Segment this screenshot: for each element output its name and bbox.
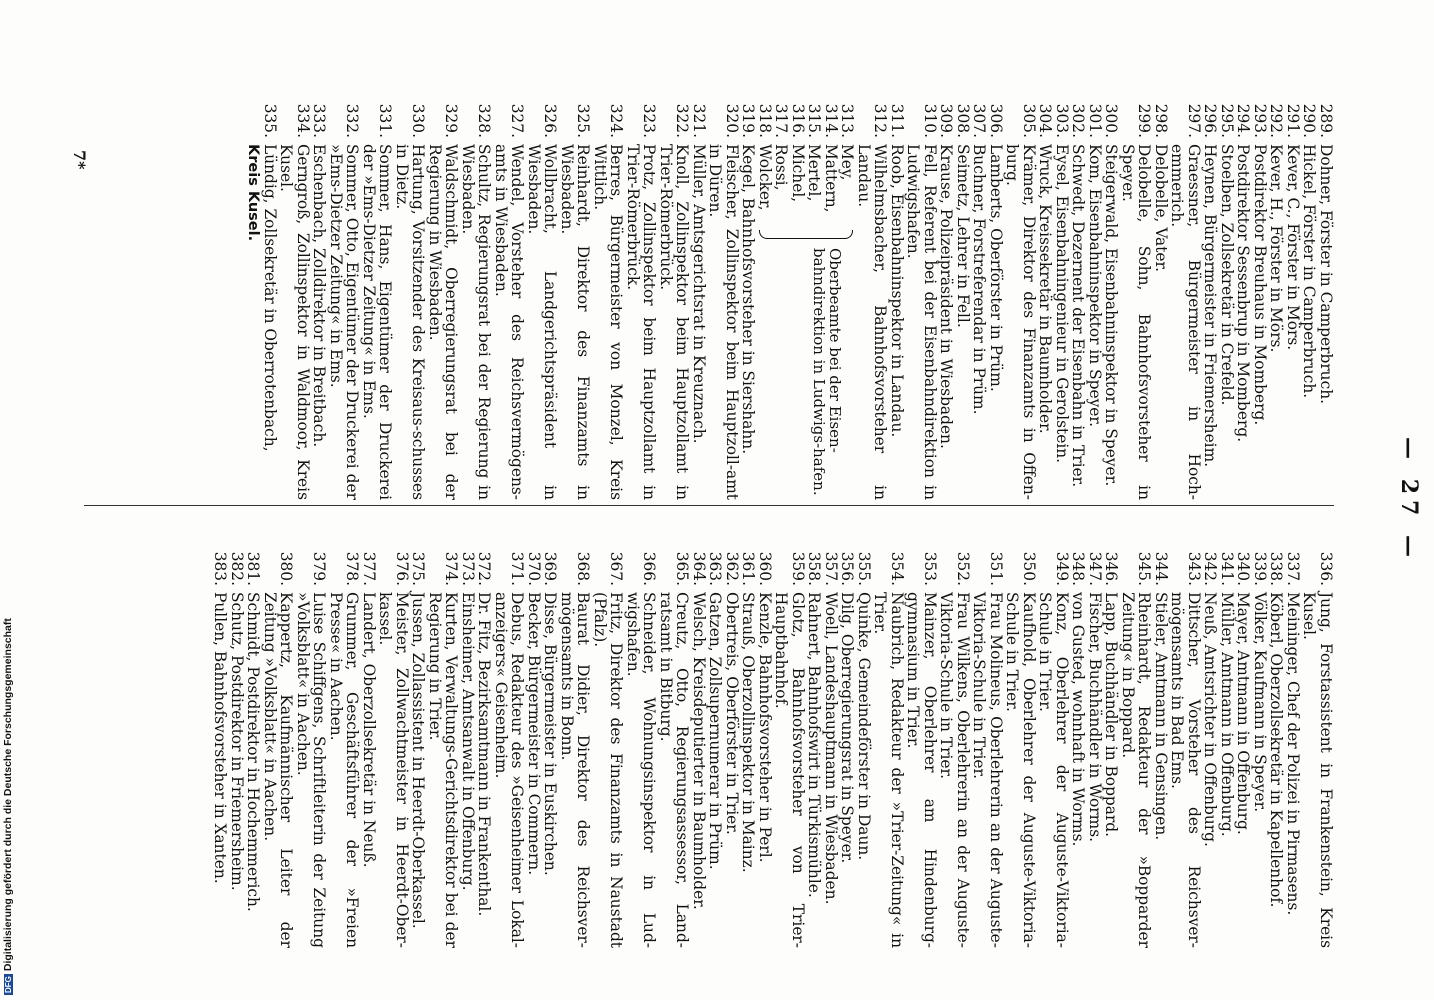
list-entry xyxy=(938,100,955,500)
entry-text: Pullen, Bahnhofsvorsteher in Xanten. xyxy=(211,592,230,884)
list-entry xyxy=(773,548,806,948)
entry-number: 308. xyxy=(954,103,972,138)
entry-text: Wilhelmsbacher, Bahnhofsvorsteher in Landau. xyxy=(855,144,890,500)
list-entry xyxy=(1103,548,1120,948)
entry-number: 371. xyxy=(508,551,527,586)
entry-text: Postdirektor Sessenbrup in Momberg. xyxy=(1234,144,1253,443)
list-entry xyxy=(526,548,543,948)
entry-number: 328. xyxy=(475,103,494,138)
entry-text: Dittscher, Vorsteher des Reichsver-mögensamts in Bad Ems. xyxy=(1168,592,1203,948)
entry-text: Rahnert, Bahnhofswirt in Türkismühle. xyxy=(805,592,824,898)
entry-text: Fell, Referent bei der Eisenbahndirektion in Ludwigshafen. xyxy=(904,144,939,500)
list-entry xyxy=(757,548,774,948)
page-number: — 27 — xyxy=(1396,437,1422,563)
entry-number: 293. xyxy=(1251,103,1269,138)
left-entry-list xyxy=(856,100,1335,500)
entry-text: Welsch, Kreisdeputierter in Baumholder. xyxy=(690,592,708,910)
entry-number: 343. xyxy=(1185,551,1203,586)
column-divider xyxy=(84,505,1334,506)
entry-text: Rheinhardt, Redakteur der »Bopparder Zeitung« in Boppard. xyxy=(1119,592,1154,948)
entry-number: 292. xyxy=(1267,103,1286,138)
list-entry xyxy=(1153,548,1170,948)
list-entry xyxy=(740,548,757,948)
entry-text: Jung, Forstassistent in Frankenstein, Kreis Kusel. xyxy=(1300,592,1335,948)
list-entry xyxy=(559,100,592,500)
list-entry xyxy=(1202,100,1219,500)
list-entry xyxy=(905,548,938,948)
entry-text: Heynen, Bürgermeister in Friemersheim. xyxy=(1201,144,1220,468)
curly-brace xyxy=(760,230,854,239)
list-entry xyxy=(1318,100,1335,500)
entry-text: Frau Wilkens, Oberlehrerin an der Auguste-Viktoria-Schule in Trier. xyxy=(937,592,972,948)
right-column xyxy=(212,548,1334,948)
list-entry xyxy=(1087,548,1104,948)
right-entry-list xyxy=(212,548,1334,948)
entry-text: Sommer, Otto, Eigentümer der Druckerei der »Ems-Dietzer Zeitung« in Ems. xyxy=(327,144,362,500)
entry-text: Glotz, Bahnhofsvorsteher von Trier-Hauptbahnhof. xyxy=(772,592,807,948)
entry-number: 338. xyxy=(1267,551,1286,586)
entry-number: 303. xyxy=(1053,103,1071,138)
entry-number: 324. xyxy=(607,103,626,138)
list-entry xyxy=(856,100,889,500)
entry-number: 329. xyxy=(442,103,461,138)
list-entry xyxy=(757,100,774,500)
entry-number: 380. xyxy=(277,551,296,586)
entry-number: 377. xyxy=(360,551,378,586)
list-entry xyxy=(361,100,394,500)
entry-text: Naubrich, Redakteur der »Trier-Zeitung« in Trier. xyxy=(871,592,906,948)
entry-text: Strauß, Oberzollinspektor in Mainz. xyxy=(739,592,758,873)
entry-text: Disse, Bürgermeister in Euskirchen. xyxy=(541,592,560,876)
list-entry xyxy=(691,100,708,500)
entry-number: 294. xyxy=(1234,103,1253,138)
entry-text: Kappertz, Kaufmännischer Leiter der Zeitung »Volksblatt« in Aachen. xyxy=(261,592,296,948)
entry-number: 356. xyxy=(838,551,857,586)
list-entry xyxy=(1120,548,1153,948)
entry-text: Neuß, Amtsrichter in Offenburg. xyxy=(1201,592,1220,847)
credit-text: Digitalisierung gefördert durch die Deutsche Forschungsgemeinschaft xyxy=(2,618,14,972)
list-entry xyxy=(394,100,427,500)
entry-text: Kenzle, Bahnhofsvorsteher in Perl. xyxy=(756,592,774,863)
list-entry xyxy=(707,100,740,500)
entry-number: 295. xyxy=(1218,103,1236,138)
list-entry xyxy=(1252,548,1269,948)
entry-number: 314. xyxy=(822,103,840,138)
list-entry xyxy=(427,548,460,948)
entry-number: 322. xyxy=(673,103,692,138)
entry-number: 350. xyxy=(1020,551,1038,586)
list-entry xyxy=(658,548,691,948)
list-entry xyxy=(361,548,378,948)
list-entry xyxy=(427,100,460,500)
list-entry xyxy=(311,100,328,500)
left-column xyxy=(245,100,1334,500)
entry-number: 336. xyxy=(1317,551,1335,586)
entry-text: Gatzen, Zollsupernumerar in Prüm. xyxy=(706,592,725,870)
entry-number: 344. xyxy=(1152,551,1170,586)
list-entry xyxy=(328,100,361,500)
entry-text: Fritz, Direktor des Finanzamts in Naustadt (Pfalz). xyxy=(591,592,626,948)
entry-text: Steigerwald, Eisenbahninspektor in Speyer. xyxy=(1102,144,1121,487)
entry-text: Graessner, Bürgermeister in Hoch-emmerich. xyxy=(1168,144,1203,500)
entry-number: 333. xyxy=(310,103,329,138)
entry-number: 331. xyxy=(376,103,395,138)
entry-text: Frau Molineus, Oberlehrerin an der Auguste-Viktoria-Schule in Trier. xyxy=(970,592,1005,948)
list-entry xyxy=(1153,100,1170,500)
entry-number: 313. xyxy=(838,103,857,138)
left-entry-list-2 xyxy=(262,100,757,500)
entry-text: Mainzer, Oberlehrer am Hindenburg-gymnasium in Trier. xyxy=(904,592,939,948)
entry-number: 349. xyxy=(1053,551,1071,586)
entry-text: Dilg, Oberregierungsrat in Speyer. xyxy=(838,592,857,864)
signature-mark: 7* xyxy=(70,150,89,170)
entry-text: Creutz, Otto, Regierungsassessor, Land-ratsamt in Bitburg. xyxy=(657,592,692,948)
entry-text: Schwedt, Dezernent der Eisenbahn in Trier. xyxy=(1069,144,1088,488)
entry-text: Grummer, Geschäftsführer der »Freien Presse« in Aachen. xyxy=(327,592,362,948)
entry-text: Stieler, Amtmann in Gensingen. xyxy=(1152,592,1170,841)
entry-text: Sommer, Hans, Eigentümer der Druckerei der »Ems-Dietzer Zeitung« in Ems. xyxy=(360,144,395,500)
entry-number: 352. xyxy=(954,551,972,586)
entry-number: 365. xyxy=(673,551,692,586)
entry-text: Eysel, Eisenbahningenieur in Gerolstein. xyxy=(1053,144,1071,464)
entry-number: 319. xyxy=(739,103,758,138)
entry-number: 315. xyxy=(805,103,824,138)
list-entry xyxy=(460,548,477,948)
list-entry xyxy=(1037,548,1070,948)
entry-text: Krämer, Direktor des Finanzamts in Offen-burg. xyxy=(1003,144,1038,500)
list-entry xyxy=(1070,548,1087,948)
entry-number: 378. xyxy=(343,551,362,586)
entry-text: Stoelben, Zollsekretär in Crefeld. xyxy=(1218,144,1236,406)
entry-number: 351. xyxy=(987,551,1005,586)
list-entry xyxy=(1252,100,1269,500)
list-entry xyxy=(1120,100,1153,500)
entry-text: Mayer, Amtmann in Offenburg. xyxy=(1234,592,1253,835)
entry-text: Buchner, Forstreferendar in Prüm. xyxy=(970,144,989,415)
entry-text: Rossi, xyxy=(772,144,791,191)
entry-text: Roob, Eisenbahninspektor in Landau. xyxy=(888,144,906,438)
entry-number: 360. xyxy=(756,551,774,586)
entry-number: 307. xyxy=(970,103,989,138)
list-entry xyxy=(790,100,807,500)
entry-text: Völker, Kaufmann in Speyer. xyxy=(1251,592,1269,813)
entry-text: Köberl, Oberzollsekretär in Kapellenhof. xyxy=(1267,592,1286,908)
entry-number: 332. xyxy=(343,103,362,138)
list-entry xyxy=(328,548,361,948)
entry-number: 318. xyxy=(756,103,774,138)
entry-number: 369. xyxy=(541,551,560,586)
list-entry xyxy=(262,100,279,500)
entry-text: Wendel, Vorsteher des Reichsvermögens-amts in Wiesbaden. xyxy=(492,144,527,500)
entry-text: Lündig, Zollsekretär in Oberrotenbach, xyxy=(261,144,279,452)
list-entry xyxy=(1268,548,1285,948)
entry-text: Kever, C., Förster in Mörs. xyxy=(1284,144,1302,351)
entry-number: 345. xyxy=(1135,551,1154,586)
list-entry xyxy=(592,548,625,948)
entry-text: Kegel, Bahnhofsvorsteher in Siershahn. xyxy=(739,144,758,455)
entry-number: 376. xyxy=(393,551,411,586)
list-entry xyxy=(592,100,625,500)
entry-text: Berres, Bürgermeister von Monzel, Kreis Wittlich. xyxy=(591,144,626,500)
entry-number: 381. xyxy=(244,551,263,586)
entry-number: 296. xyxy=(1201,103,1220,138)
entry-text: Wolcker, xyxy=(756,144,774,211)
entry-number: 305. xyxy=(1020,103,1038,138)
list-entry xyxy=(971,548,1004,948)
entry-number: 340. xyxy=(1234,551,1253,586)
entry-text: Debus, Redakteur des »Geisenheimer Lokal-anzeigers« Geisenheim. xyxy=(492,592,527,948)
list-entry xyxy=(740,100,757,500)
list-entry xyxy=(377,548,410,948)
entry-text: Konz, Oberlehrer der Auguste-Viktoria-Schule in Trier. xyxy=(1036,592,1071,948)
entry-number: 347. xyxy=(1086,551,1104,586)
entry-number: 361. xyxy=(739,551,758,586)
entry-text: Seimetz, Lehrer in Fell. xyxy=(954,144,972,328)
entry-text: Wollbracht, Landgerichtspräsident in Wiesbaden. xyxy=(525,144,560,500)
list-entry xyxy=(691,548,708,948)
entry-number: 382. xyxy=(228,551,246,586)
entry-text: von Gusted, wohnhaft in Worms. xyxy=(1069,592,1088,847)
entry-number: 367. xyxy=(607,551,626,586)
list-entry xyxy=(955,100,972,500)
entry-text: Jussen, Zollassistent in Heerdt-Oberkassel. xyxy=(409,592,428,929)
entry-number: 353. xyxy=(921,551,939,586)
entry-number: 372. xyxy=(475,551,494,586)
list-entry xyxy=(658,100,691,500)
list-entry xyxy=(1087,100,1104,500)
entry-number: 366. xyxy=(640,551,659,586)
entry-number: 383. xyxy=(211,551,230,586)
entry-number: 346. xyxy=(1102,551,1121,586)
entry-text: Obertreis, Oberförster in Trier. xyxy=(723,592,741,835)
list-entry xyxy=(526,100,559,500)
entry-number: 289. xyxy=(1317,103,1335,138)
entry-text: Schultz, Regierungsrat bei der Regierung in Wiesbaden. xyxy=(459,144,494,500)
list-entry xyxy=(476,548,493,948)
list-entry xyxy=(1169,548,1202,948)
entry-text: Schneider, Wohnungsinspektor in Lud-wigshafen. xyxy=(624,592,659,948)
entry-number: 375. xyxy=(409,551,428,586)
entry-number: 354. xyxy=(888,551,906,586)
entry-number: 379. xyxy=(310,551,329,586)
entry-text: Gerngroß, Zollinspektor in Waldmoor, Kreis Kusel. xyxy=(277,144,312,500)
list-entry xyxy=(707,548,724,948)
list-entry xyxy=(559,548,592,948)
entry-number: 301. xyxy=(1086,103,1104,138)
list-entry xyxy=(724,548,741,948)
list-entry xyxy=(295,548,328,948)
entry-text: Eschenbach, Zolldirektor in Breitbach. xyxy=(310,144,329,448)
list-entry xyxy=(625,100,658,500)
entry-text: Fleischer, Zollinspektor beim Hauptzoll-amt in Düren. xyxy=(706,144,741,500)
entry-number: 321. xyxy=(690,103,708,138)
entry-text: Lapp, Buchhändler in Boppard. xyxy=(1102,592,1121,838)
entry-text: Becker, Bürgermeister in Commern. xyxy=(525,592,543,876)
list-entry xyxy=(905,100,938,500)
list-entry xyxy=(245,548,262,948)
entry-number: 299. xyxy=(1135,103,1154,138)
entry-text: Müller, Amtsgerichtsrat in Kreuznach. xyxy=(690,144,708,444)
entry-text: Schutz, Postdirektor in Friemersheim. xyxy=(228,592,246,891)
list-entry xyxy=(872,548,905,948)
list-entry xyxy=(1219,100,1236,500)
list-entry xyxy=(1301,548,1334,948)
entry-number: 373. xyxy=(459,551,477,586)
entry-number: 325. xyxy=(574,103,593,138)
list-entry xyxy=(493,548,526,948)
list-entry xyxy=(806,548,823,948)
group-note: Oberbeamte bei der Eisen-bahndirektion in Ludwigs-hafen. xyxy=(810,248,845,496)
entry-number: 370. xyxy=(525,551,543,586)
entry-number: 364. xyxy=(690,551,708,586)
entry-text: Quinke, Gemeindeförster in Daun. xyxy=(855,592,873,861)
entry-number: 342. xyxy=(1201,551,1220,586)
entry-number: 312. xyxy=(871,103,890,138)
list-entry xyxy=(229,548,246,948)
entry-text: Delobelle, Sohn, Bahnhofsvorsteher in Speyer. xyxy=(1119,144,1154,500)
list-entry xyxy=(1004,100,1037,500)
list-entry xyxy=(1202,548,1219,948)
entry-number: 330. xyxy=(409,103,428,138)
list-entry xyxy=(278,100,311,500)
entry-text: Meininger, Chef der Polizei in Pirmasens. xyxy=(1284,592,1302,916)
entry-number: 355. xyxy=(855,551,873,586)
entry-text: Wruck, Kreissekretär in Baumholder. xyxy=(1036,144,1055,434)
list-entry xyxy=(1235,548,1252,948)
list-entry xyxy=(410,548,427,948)
entry-number: 341. xyxy=(1218,551,1236,586)
entry-number: 320. xyxy=(723,103,741,138)
list-entry xyxy=(1301,100,1318,500)
entry-text: Mey, xyxy=(838,144,857,181)
entry-number: 374. xyxy=(442,551,461,586)
entry-text: Protz, Zollinspektor beim Hauptzollamt in Trier-Römerbrück. xyxy=(624,144,659,500)
list-entry xyxy=(1285,100,1302,500)
entry-number: 335. xyxy=(261,103,279,138)
entry-text: Landert, Oberzollsekretär in Neuß. xyxy=(360,592,378,868)
entry-text: Schmidt, Postdirektor in Hochemmerich. xyxy=(244,592,263,912)
entry-number: 306. xyxy=(987,103,1005,138)
entry-text: Müller, Amtmann in Offenburg. xyxy=(1218,592,1236,837)
entry-number: 300. xyxy=(1102,103,1121,138)
list-entry xyxy=(839,548,856,948)
entry-number: 302. xyxy=(1069,103,1088,138)
entry-number: 358. xyxy=(805,551,824,586)
entry-number: 316. xyxy=(789,103,807,138)
list-entry xyxy=(773,100,790,500)
grouped-entries xyxy=(757,100,856,500)
entry-number: 298. xyxy=(1152,103,1170,138)
entry-text: Mattern, xyxy=(822,144,840,213)
kreis-heading: Kreis Kusel. xyxy=(245,144,262,242)
entry-text: Krause, Polizeipräsident in Wiesbaden. xyxy=(937,144,956,449)
entry-number: 323. xyxy=(640,103,659,138)
entry-text: Postdirektor Breuhaus in Momberg. xyxy=(1251,144,1269,426)
list-entry xyxy=(212,548,229,948)
list-entry xyxy=(889,100,906,500)
entry-text: Luise Schiffgens, Schriftleiterin der Zeitung »Volksblatt« in Aachen. xyxy=(294,592,329,948)
list-entry xyxy=(1004,548,1037,948)
list-entry xyxy=(1169,100,1202,500)
list-entry xyxy=(493,100,526,500)
entry-number: 368. xyxy=(574,551,593,586)
entry-text: Kom, Eisenbahninspektor in Speyer. xyxy=(1086,144,1104,427)
entry-text: Kever, H., Förster in Mörs. xyxy=(1267,144,1286,353)
entry-number: 363. xyxy=(706,551,725,586)
entry-text: Meister, Zollwachtmeister in Heerdt-Ober-kassel. xyxy=(376,592,411,948)
entry-number: 337. xyxy=(1284,551,1302,586)
dfg-logo: DFG xyxy=(4,976,13,993)
entry-text: Hartung, Vorsitzender des Kreisaus-schusses in Dietz. xyxy=(393,144,428,500)
entry-text: Waldschmidt, Oberregierungsrat bei der Regierung in Wiesbaden. xyxy=(426,144,461,500)
list-entry xyxy=(262,548,295,948)
entry-text: Dohner, Förster in Camperbruch. xyxy=(1317,144,1335,405)
entry-number: 334. xyxy=(294,103,312,138)
list-entry xyxy=(542,548,559,948)
entry-number: 304. xyxy=(1036,103,1055,138)
entry-text: Einsheimer, Amtsanwalt in Offenburg. xyxy=(459,592,477,891)
entry-text: Kurten, Verwaltungs-Gerichtsdirektor bei der Regierung in Trier. xyxy=(426,592,461,948)
entry-number: 327. xyxy=(508,103,527,138)
list-entry xyxy=(1268,100,1285,500)
entry-number: 310. xyxy=(921,103,939,138)
entry-text: Mertel, xyxy=(805,144,824,202)
entry-text: Dr. Fitz, Bezirksamtmann in Frankenthal. xyxy=(475,592,494,917)
entry-number: 309. xyxy=(937,103,956,138)
list-entry xyxy=(1103,100,1120,500)
entry-text: Baurat Didier, Direktor des Reichsver-mögensamts in Bonn. xyxy=(558,592,593,948)
list-entry xyxy=(823,548,840,948)
entry-text: Knoll, Zollinspektor beim Hauptzollamt in Trier-Römerbrück. xyxy=(657,144,692,500)
entry-number: 357. xyxy=(822,551,840,586)
list-entry xyxy=(1285,548,1302,948)
entry-number: 339. xyxy=(1251,551,1269,586)
list-entry xyxy=(1070,100,1087,500)
list-entry xyxy=(1037,100,1054,500)
entry-number: 362. xyxy=(723,551,741,586)
entry-text: Hickel, Förster in Camperbruch. xyxy=(1300,144,1319,399)
list-entry xyxy=(938,548,971,948)
list-entry xyxy=(988,100,1005,500)
entry-number: 317. xyxy=(772,103,791,138)
list-entry xyxy=(1219,548,1236,948)
list-entry xyxy=(1054,100,1071,500)
entry-text: Woell, Landeshauptmann in Wiesbaden. xyxy=(822,592,840,905)
entry-text: Kaufhold, Oberlehrer der Auguste-Viktoria-Schule in Trier. xyxy=(1003,592,1038,948)
list-entry xyxy=(460,100,493,500)
entry-text: Michel, xyxy=(789,144,807,203)
entry-number: 326. xyxy=(541,103,560,138)
entry-number: 311. xyxy=(888,103,906,138)
entry-number: 359. xyxy=(789,551,807,586)
list-entry xyxy=(1235,100,1252,500)
entry-number: 291. xyxy=(1284,103,1302,138)
entry-text: Delobelle, Vater. xyxy=(1152,144,1170,273)
entry-text: Lamberts, Oberförster in Prüm. xyxy=(987,144,1005,392)
entry-number: 348. xyxy=(1069,551,1088,586)
entry-number: 297. xyxy=(1185,103,1203,138)
list-entry xyxy=(971,100,988,500)
list-entry xyxy=(856,548,873,948)
list-entry xyxy=(625,548,658,948)
entry-text: Reinhardt, Direktor des Finanzamts in Wiesbaden. xyxy=(558,144,593,500)
entry-text: Fischer, Buchhändler in Worms. xyxy=(1086,592,1104,842)
entry-number: 290. xyxy=(1300,103,1319,138)
